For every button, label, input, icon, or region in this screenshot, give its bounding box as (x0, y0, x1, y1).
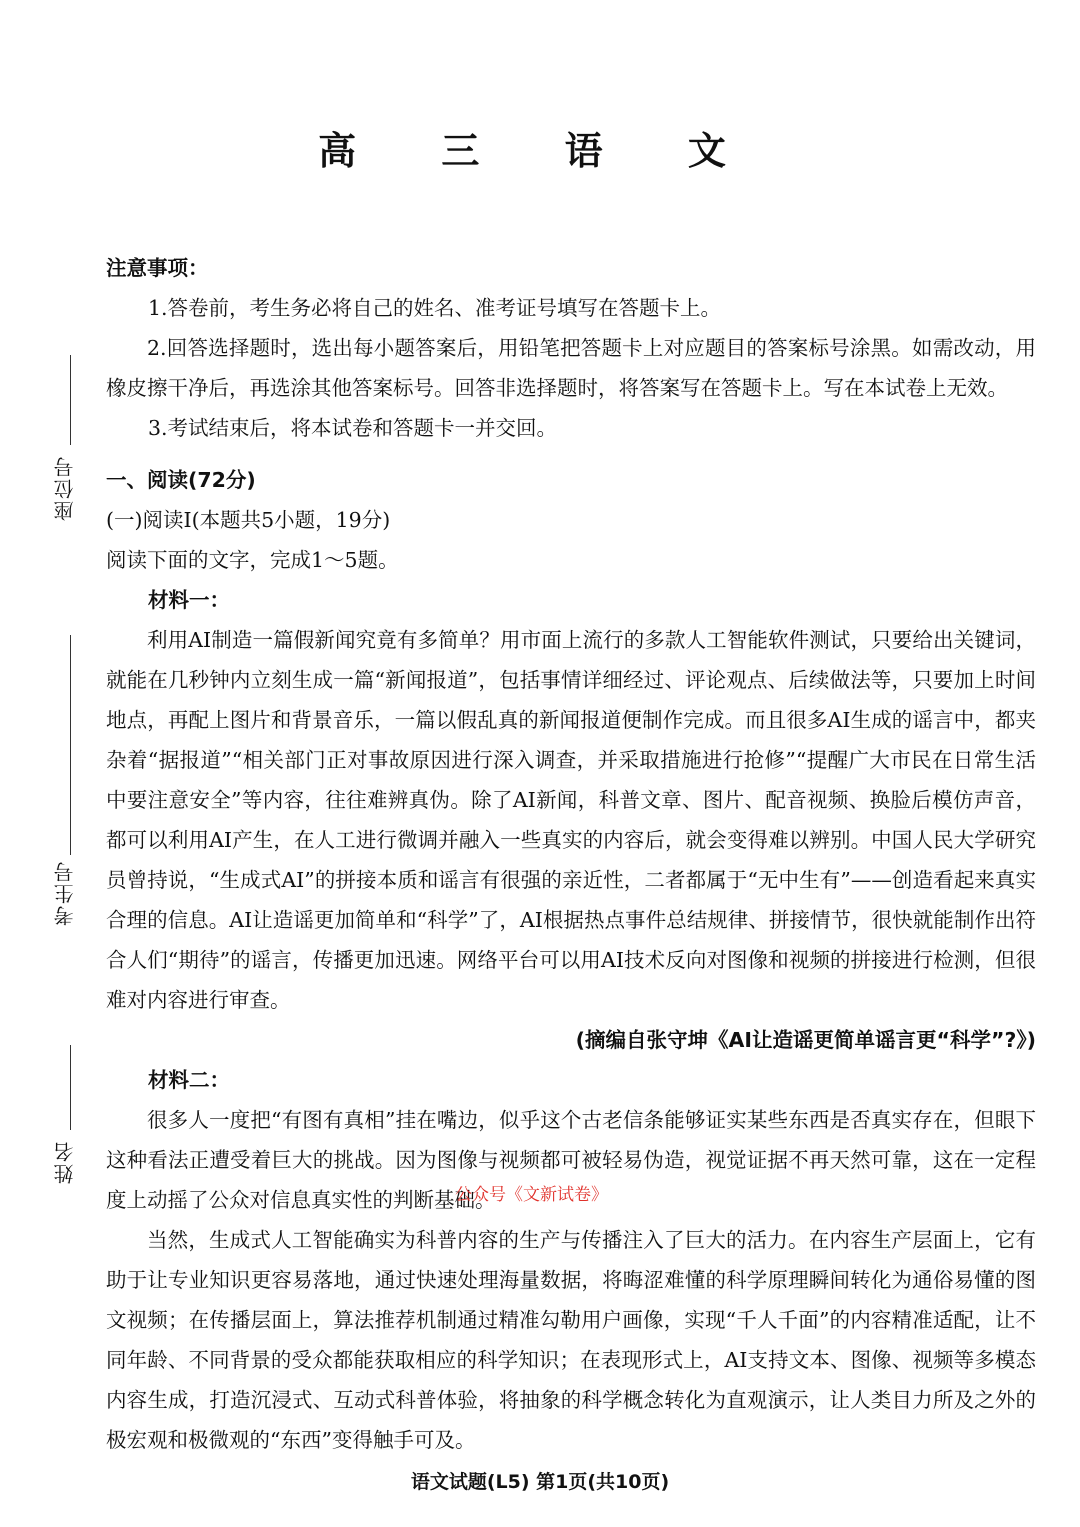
seat-label: 座位号 (53, 455, 77, 521)
notice-item-3: 3.考试结束后，将本试卷和答题卡一并交回。 (148, 416, 558, 440)
main-content (106, 248, 1036, 1460)
material2-para1: 很多人一度把“有图有真相”挂在嘴边，似乎这个古老信条能够证实某些东西是否真实存在，但眼下这种看法正遭受着巨大的挑战。因为图像与视频都可被轻易伪造，视觉证据不再天然可靠，这在一定程度上动摇了公众对信息真实性的判断基础。 (106, 1108, 1036, 1212)
page-footer: 语文试题(L5) 第1页(共10页) (410, 1471, 670, 1493)
material2-label: 材料二： (148, 1068, 230, 1092)
notice-item-2: 2.回答选择题时，选出每小题答案后，用铅笔把答题卡上对应题目的答案标号涂黑。如需改动，用橡皮擦干净后，再选涂其他答案标号。回答非选择题时，将答案写在答题卡上。写在本试卷上无效。 (106, 336, 1036, 400)
notice-item-1: 1.答卷前，考生务必将自己的姓名、准考证号填写在答题卡上。 (148, 296, 722, 320)
section-heading: 一、阅读(72分) (106, 468, 256, 492)
name-line (70, 1045, 71, 1130)
material1-source: (摘编自张守坤《AI让造谣更简单谣言更“科学”?》) (575, 1028, 1036, 1052)
material2-para2: 当然，生成式人工智能确实为科普内容的生产与传播注入了巨大的活力。在内容生产层面上，它有助于让专业知识更容易落地，通过快速处理海量数据，将晦涩难懂的科学原理瞬间转化为通俗易懂的图文视频；在传播层面上，算法推荐机制通过精准勾勒用户画像，实现“千人千面”的内容精准适配，让不同年龄、不同背景的受众都能获取相应的科学知识；在表现形式上，AI支持文本、图像、视频等多模态内容生成，打造沉浸式、互动式科普体验，将抽象的科学概念转化为直观演示，让人类目力所及之外的极宏观和极微观的“东西”变得触手可及。 (106, 1228, 1036, 1452)
seat-line (70, 355, 71, 445)
exam-no-label: 考生号 (53, 860, 77, 926)
material1-label: 材料一： (148, 588, 230, 612)
name-label: 姓名 (53, 1140, 77, 1184)
watermark-text: 公众号《文新试卷》 (455, 1185, 608, 1205)
exam-no-line (70, 635, 71, 855)
notice-heading: 注意事项： (106, 256, 209, 280)
section-sub-heading: (一)阅读Ⅰ(本题共5小题，19分) (106, 508, 391, 532)
material1-text: 利用AI制造一篇假新闻究竟有多简单？用市面上流行的多款人工智能软件测试，只要给出关键词，就能在几秒钟内立刻生成一篇“新闻报道”，包括事情详细经过、评论观点、后续做法等，只要加上时间地点，再配上图片和背景音乐，一篇以假乱真的新闻报道便制作完成。而且很多AI生成的谣言中，都夹杂着“据报道”“相关部门正对事故原因进行深入调查，并采取措施进行抢修”“提醒广大市民在日常生活中要注意安全”等内容，往往难辨真伪。除了AI新闻，科普文章、图片、配音视频、换脸后模仿声音，都可以利用AI产生，在人工进行微调并融入一些真实的内容后，就会变得难以辨别。中国人民大学研究员曾持说，“生成式AI”的拼接本质和谣言有很强的亲近性，二者都属于“无中生有”——创造看起来真实合理的信息。AI让造谣更加简单和“科学”了，AI根据热点事件总结规律、拼接情节，很快就能制作出符合人们“期待”的谣言，传播更加迅速。网络平台可以用AI技术反向对图像和视频的拼接进行检测，但很难对内容进行审查。 (106, 628, 1036, 1012)
page-title: 高 三 语 文 (318, 129, 762, 173)
section-instruction: 阅读下面的文字，完成1～5题。 (106, 548, 399, 572)
